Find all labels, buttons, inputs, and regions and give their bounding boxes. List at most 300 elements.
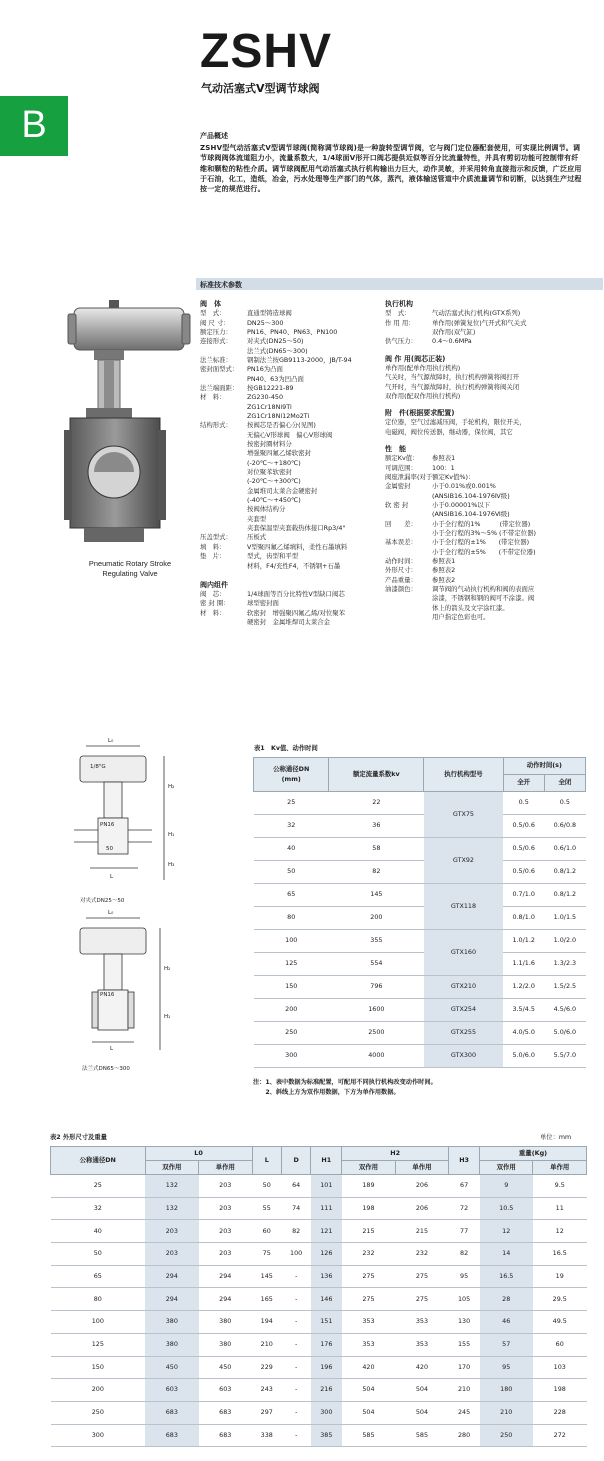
kv-cell-open: 0.5/0.6: [503, 815, 544, 838]
dim-header-weight: 重量(Kg): [480, 1147, 587, 1161]
spec-value: 压板式: [247, 533, 267, 542]
kv-cell-model: GTX254: [424, 999, 503, 1022]
table-row: [254, 815, 586, 838]
kv-cell-kv: 554: [329, 953, 424, 976]
kv-cell-dn: 32: [254, 815, 329, 838]
kv-cell-open: 3.5/4.5: [503, 999, 544, 1022]
spec-label: [385, 594, 432, 603]
dim-cell: 46: [480, 1311, 533, 1334]
spec-value: 对位聚苯软密封: [247, 468, 292, 477]
spec-row: [385, 473, 600, 482]
spec-row: [200, 347, 380, 356]
spec-label: [200, 477, 247, 486]
spec-row: [200, 403, 380, 412]
dim-cell: 150: [51, 1356, 146, 1379]
dim-cell: 206: [395, 1175, 448, 1198]
dim-header-l: L: [252, 1147, 281, 1175]
spec-value: 按GB12221-89: [247, 383, 294, 392]
kv-cell-close: 0.6/1.0: [544, 838, 585, 861]
spec-row: [200, 309, 380, 318]
table2-label: 表2 外形尺寸及重量: [50, 1134, 107, 1141]
spec-label: [200, 487, 247, 496]
dim-cell: 603: [199, 1379, 252, 1402]
spec-row: [385, 576, 600, 585]
kv-cell-open: 4.0/5.0: [503, 1022, 544, 1045]
dim-cell: 75: [252, 1243, 281, 1266]
spec-label: [200, 618, 247, 627]
spec-line: 电磁阀，阀位传送器，继动器，保位阀，其它: [385, 427, 513, 436]
dim-cell: 420: [342, 1356, 395, 1379]
dim-cell: 683: [145, 1424, 198, 1447]
dim-cell: 297: [252, 1401, 281, 1424]
table-row: [254, 907, 586, 930]
kv-cell-model: GTX210: [424, 976, 503, 999]
dim-cell: 250: [51, 1401, 146, 1424]
dim-cell: 64: [281, 1175, 310, 1198]
table-row: [254, 861, 586, 884]
spec-label: [385, 548, 432, 557]
spec-line: 定位器，空气过滤减压阀，手轮机构，限位开关，: [385, 418, 526, 427]
dim-cell: 145: [252, 1265, 281, 1288]
dim-header-single: 单作用: [199, 1161, 252, 1175]
action-heading: 阀 作 用(阀芯正装): [385, 354, 446, 363]
kv-cell-dn: 200: [254, 999, 329, 1022]
spec-row: [200, 337, 380, 346]
kv-cell-close: 0.8/1.2: [544, 884, 585, 907]
kv-cell-kv: 58: [329, 838, 424, 861]
dim-cell: 200: [51, 1379, 146, 1402]
dim-cell: 215: [342, 1220, 395, 1243]
label-50: 50: [106, 846, 113, 852]
kv-table: [253, 757, 586, 1068]
dim-cell: 101: [311, 1175, 342, 1198]
spec-value: 涂漆，不锈钢和钢的阀可不涂漆。阀: [432, 594, 535, 603]
spec-label: [200, 375, 247, 384]
dim-cell: 74: [281, 1197, 310, 1220]
spec-value: 小于全行程的±5% (不带定位器): [432, 547, 536, 556]
spec-value: V型聚四氟乙烯填料，柔性石墨填料: [247, 542, 348, 551]
table2-unit: 单位：mm: [540, 1134, 572, 1141]
kv-cell-close: 0.8/1.2: [544, 861, 585, 884]
valve-caption-line: Regulating Valve: [102, 568, 158, 578]
dim-cell: 294: [199, 1288, 252, 1311]
spec-value: 金属堆司太莱合金硬密封: [247, 486, 318, 495]
spec-label: 额定压力：: [200, 327, 232, 336]
dimension-table: [50, 1146, 587, 1447]
dim-cell: 100: [281, 1243, 310, 1266]
spec-value: 1/4球面等百分比特性V型缺口阀芯: [247, 590, 345, 599]
dim-cell: 300: [311, 1401, 342, 1424]
spec-right-column: [385, 299, 600, 623]
kv-cell-model: GTX160: [424, 930, 503, 976]
section-letter: B: [21, 104, 47, 147]
spec-value: (ANSIB16.104-1976Ⅳ级): [432, 491, 510, 500]
spec-row: [385, 309, 600, 318]
dim-cell: 80: [51, 1288, 146, 1311]
spec-label: [200, 496, 247, 505]
dim-cell: 585: [342, 1424, 395, 1447]
spec-row: [385, 337, 600, 346]
spec-row: [200, 590, 380, 599]
spec-label: 材 料：: [200, 393, 226, 402]
drawing-caption-top: 对夹式DN25～50: [80, 898, 125, 904]
dim-cell: 95: [449, 1265, 480, 1288]
table-row: [254, 930, 586, 953]
spec-value: ZG1Cr18Ni12Mo2Ti: [247, 412, 310, 420]
dim-cell: 132: [145, 1175, 198, 1198]
spec-label: [200, 468, 247, 477]
dim-header-dn: 公称通径DN: [51, 1147, 146, 1175]
spec-row: [200, 365, 380, 374]
dim-cell: 683: [145, 1401, 198, 1424]
dim-cell: 275: [395, 1265, 448, 1288]
kv-header-kv: 额定流量系数kv: [329, 758, 424, 792]
spec-value: 夹套型: [247, 514, 267, 523]
kv-cell-close: 4.5/6.0: [544, 999, 585, 1022]
dim-cell: 210: [252, 1333, 281, 1356]
actuator-heading: 执行机构: [385, 300, 413, 308]
table-row: [51, 1288, 587, 1311]
spec-row: [200, 421, 380, 430]
dim-cell: 683: [199, 1401, 252, 1424]
dim-cell: 198: [533, 1379, 587, 1402]
spec-label: 连接形式：: [200, 337, 232, 346]
spec-value: 法兰式(DN65～300): [247, 346, 308, 355]
spec-value: PN40、63为凹凸面: [247, 374, 304, 383]
spec-value: DN25～300: [247, 318, 284, 327]
dim-cell: 170: [449, 1356, 480, 1379]
dim-cell: 50: [51, 1243, 146, 1266]
label-h1: H₁: [164, 1014, 171, 1020]
label-l0: L₀: [108, 910, 114, 916]
kv-cell-open: 0.5/0.6: [503, 838, 544, 861]
kv-cell-open: 0.5: [503, 792, 544, 815]
kv-cell-model: GTX92: [424, 838, 503, 884]
kv-cell-close: 5.0/6.0: [544, 1022, 585, 1045]
accessory-list: [385, 418, 600, 437]
spec-row: [200, 459, 380, 468]
dim-cell: 294: [199, 1265, 252, 1288]
dim-cell: 504: [342, 1401, 395, 1424]
kv-cell-open: 1.0/1.2: [503, 930, 544, 953]
dim-cell: -: [281, 1265, 310, 1288]
kv-cell-kv: 1600: [329, 999, 424, 1022]
spec-label: 垫 片：: [200, 552, 226, 561]
spec-row: [385, 501, 600, 510]
spec-value: 小于0.01%或0.001%: [432, 482, 496, 491]
dim-cell: 504: [395, 1379, 448, 1402]
dim-cell: -: [281, 1356, 310, 1379]
kv-cell-dn: 25: [254, 792, 329, 815]
dim-cell: 111: [311, 1197, 342, 1220]
dim-cell: 603: [145, 1379, 198, 1402]
table-row: [254, 792, 586, 815]
dim-cell: 385: [311, 1424, 342, 1447]
dim-cell: 105: [449, 1288, 480, 1311]
dim-cell: 14: [480, 1243, 533, 1266]
dim-cell: 232: [342, 1243, 395, 1266]
dim-cell: 121: [311, 1220, 342, 1243]
dim-cell: 280: [449, 1424, 480, 1447]
spec-label: 法兰标准：: [200, 355, 232, 364]
kv-header-model: 执行机构型号: [424, 758, 503, 792]
dim-cell: 40: [51, 1220, 146, 1243]
overview-text: ZSHV型气动活塞式V型调节球阀(简称调节球阀)是一种旋转型调节阀，它与阀门定位器配套使用，可实现比例调节。调节球阀阀体流道阻力小，流量系数大，1/4球面V形开口阀芯提供近似等百分比流量特性，并具有剪切功能可控制带有纤维和颗粒的粘性介质。调节球阀配用气动活塞式执行机构输出力巨大，动作灵敏，并采用转角直接指示和反馈，广泛应用于石油，化工，造纸，冶金，污水处理等生产部门的气体，蒸汽，液体输送管道中介质流量调节和切断，以达到生产过程按一定的规范进行。: [200, 144, 582, 194]
table1-notes: [253, 1078, 437, 1098]
kv-cell-open: 5.0/6.0: [503, 1045, 544, 1068]
kv-cell-close: 1.0/1.5: [544, 907, 585, 930]
spec-label: 额定Kv值：: [385, 454, 419, 463]
spec-value: 参照表2: [432, 566, 456, 575]
spec-value: ZG1Cr18Ni9Ti: [247, 402, 292, 411]
spec-label: 产品重量：: [385, 575, 417, 584]
spec-label: [385, 492, 432, 501]
dim-cell: 380: [199, 1311, 252, 1334]
dim-header-d: D: [281, 1147, 310, 1175]
label-l0: L₀: [108, 738, 114, 744]
dim-header-l0: L0: [145, 1147, 252, 1161]
spec-value: 材料，F4/充性F4，不锈钢+石墨: [247, 561, 341, 570]
dim-cell: 380: [145, 1333, 198, 1356]
dim-cell: 151: [311, 1311, 342, 1334]
spec-value: 参照表1: [432, 454, 456, 463]
dim-cell: 9.5: [533, 1175, 587, 1198]
dim-cell: -: [281, 1379, 310, 1402]
dim-cell: 203: [199, 1243, 252, 1266]
spec-value: 体上的箭头及文字涂红漆。: [432, 603, 509, 612]
spec-value: 小于全行程的1% (带定位器): [432, 519, 531, 528]
dim-cell: 585: [395, 1424, 448, 1447]
spec-line: 气开时，当气源故障时，执行机构弹簧将阀关闭: [385, 382, 520, 391]
dim-cell: 272: [533, 1424, 587, 1447]
kv-cell-open: 1.2/2.0: [503, 976, 544, 999]
spec-row: [200, 533, 380, 542]
spec-row: [200, 599, 380, 608]
spec-label: 填 料：: [200, 542, 226, 551]
spec-label: 作 用 用：: [385, 318, 415, 327]
dim-cell: 165: [252, 1288, 281, 1311]
dim-cell: 82: [449, 1243, 480, 1266]
drawing-caption-bottom: 法兰式DN65～300: [82, 1066, 130, 1072]
spec-value: 单作用(弹簧复位)气开式和气关式: [432, 318, 527, 327]
overview-heading: 产品概述: [200, 132, 228, 140]
spec-label: [200, 515, 247, 524]
dim-header-double: 双作用: [480, 1161, 533, 1175]
spec-value: 无偏心V形球阀 偏心V形球阀: [247, 430, 333, 439]
body-heading: 阀 体: [200, 300, 221, 308]
dim-cell: 353: [342, 1311, 395, 1334]
dim-cell: 203: [199, 1175, 252, 1198]
spec-value: 直通型铸造球阀: [247, 309, 292, 318]
dim-cell: 16.5: [533, 1243, 587, 1266]
kv-cell-close: 1.0/2.0: [544, 930, 585, 953]
dim-cell: 57: [480, 1333, 533, 1356]
dim-cell: 29.5: [533, 1288, 587, 1311]
dim-cell: 353: [395, 1311, 448, 1334]
kv-cell-kv: 200: [329, 907, 424, 930]
label-pn16: PN16: [100, 992, 115, 998]
dim-cell: 180: [480, 1379, 533, 1402]
kv-header-dn: 公称通径DN (mm): [254, 758, 329, 792]
dim-header-single: 单作用: [533, 1161, 587, 1175]
spec-label: 供气压力：: [385, 337, 417, 346]
table-row: [51, 1243, 587, 1266]
spec-label: 油漆颜色：: [385, 585, 417, 594]
kv-cell-dn: 300: [254, 1045, 329, 1068]
spec-value: ZG230-450: [247, 393, 284, 402]
dim-cell: 380: [145, 1311, 198, 1334]
dim-cell: 243: [252, 1379, 281, 1402]
spec-label: [200, 412, 247, 421]
dim-cell: 72: [449, 1197, 480, 1220]
table-row: [254, 838, 586, 861]
spec-label: [200, 431, 247, 440]
kv-cell-open: 0.8/1.0: [503, 907, 544, 930]
spec-value: 按阀体结构分: [247, 505, 286, 514]
spec-row: [385, 538, 600, 547]
table-row: [51, 1424, 587, 1447]
spec-label: 软 密 封: [385, 501, 409, 510]
dim-cell: 95: [480, 1356, 533, 1379]
dim-cell: -: [281, 1333, 310, 1356]
table-row: [254, 999, 586, 1022]
spec-label: 密 封 圈：: [200, 599, 230, 608]
spec-label: 回 差：: [385, 519, 417, 528]
dim-cell: 338: [252, 1424, 281, 1447]
spec-row: [200, 515, 380, 524]
dim-header-h2: H2: [342, 1147, 449, 1161]
spec-row: [200, 477, 380, 486]
spec-row: [385, 594, 600, 603]
dim-header-single: 单作用: [395, 1161, 448, 1175]
spec-row: [200, 328, 380, 337]
dim-cell: 67: [449, 1175, 480, 1198]
kv-cell-close: 0.5: [544, 792, 585, 815]
spec-value: 球型密封面: [247, 599, 279, 608]
kv-cell-close: 1.3/2.3: [544, 953, 585, 976]
dim-cell: 683: [199, 1424, 252, 1447]
spec-value: PN16、PN40、PN63、PN100: [247, 327, 338, 336]
kv-cell-kv: 36: [329, 815, 424, 838]
kv-header-open: 全开: [503, 775, 544, 792]
kv-cell-close: 0.6/0.8: [544, 815, 585, 838]
kv-cell-dn: 150: [254, 976, 329, 999]
spec-row: [200, 412, 380, 421]
dim-header-double: 双作用: [342, 1161, 395, 1175]
kv-cell-kv: 2500: [329, 1022, 424, 1045]
dim-cell: 100: [51, 1311, 146, 1334]
dim-cell: 203: [145, 1220, 198, 1243]
dim-cell: 196: [311, 1356, 342, 1379]
spec-label: [200, 562, 247, 571]
dim-cell: 232: [395, 1243, 448, 1266]
kv-cell-dn: 65: [254, 884, 329, 907]
label-l: L: [110, 1046, 114, 1052]
dim-cell: -: [281, 1288, 310, 1311]
table1-label: 表1 Kv值、动作时间: [254, 745, 318, 752]
dimension-drawings: [60, 730, 230, 1075]
kv-cell-open: 0.5/0.6: [503, 861, 544, 884]
internal-spec-list: [200, 590, 380, 627]
dim-cell: 60: [533, 1333, 587, 1356]
kv-cell-dn: 50: [254, 861, 329, 884]
spec-value: 增强聚四氟乙烯软密封: [247, 449, 311, 458]
table-row: [254, 976, 586, 999]
spec-row: [385, 613, 600, 622]
dim-cell: -: [281, 1401, 310, 1424]
dim-cell: 353: [395, 1333, 448, 1356]
spec-row: [385, 328, 600, 337]
dim-cell: 132: [145, 1197, 198, 1220]
spec-row: [200, 609, 380, 618]
dim-cell: 275: [342, 1265, 395, 1288]
label-h1: H₁: [168, 832, 175, 838]
dim-cell: 12: [480, 1220, 533, 1243]
action-list: [385, 364, 600, 401]
performance-spec-list: [385, 454, 600, 622]
spec-row: [385, 548, 600, 557]
spec-value: 0.4～0.6MPa: [432, 337, 472, 346]
kv-cell-model: GTX118: [424, 884, 503, 930]
spec-line: 气关时，当气源故障时，执行机构弹簧将阀打开: [385, 373, 520, 382]
kv-cell-kv: 145: [329, 884, 424, 907]
spec-label: [385, 510, 432, 519]
internal-heading: 阀内组件: [200, 580, 228, 589]
table-row: [51, 1356, 587, 1379]
accessory-heading: 附 件(根据要求配置): [385, 409, 455, 418]
valve-illustration: [64, 300, 194, 555]
label-g18: 1/8"G: [90, 764, 106, 770]
spec-value: 夹套保温型夹套载热体接口Rp3/4": [247, 524, 346, 533]
kv-cell-dn: 80: [254, 907, 329, 930]
table-row: [51, 1401, 587, 1424]
label-h2: H₂: [168, 784, 175, 790]
dim-cell: 210: [449, 1379, 480, 1402]
dim-cell: 203: [145, 1243, 198, 1266]
spec-value: [432, 473, 600, 482]
spec-label: [200, 505, 247, 514]
label-pn16: PN16: [100, 822, 115, 828]
spec-row: [200, 487, 380, 496]
spec-row: [385, 557, 600, 566]
dim-cell: 250: [480, 1424, 533, 1447]
kv-cell-close: 1.5/2.5: [544, 976, 585, 999]
spec-row: [385, 492, 600, 501]
spec-label: 材 料：: [200, 608, 226, 617]
dim-cell: 300: [51, 1424, 146, 1447]
dim-cell: 146: [311, 1288, 342, 1311]
dim-cell: 504: [342, 1379, 395, 1402]
dim-cell: 32: [51, 1197, 146, 1220]
body-spec-list: [200, 309, 380, 571]
dim-cell: 450: [145, 1356, 198, 1379]
table-row: [51, 1197, 587, 1220]
spec-label: 阀 芯：: [200, 590, 226, 599]
dim-cell: -: [281, 1311, 310, 1334]
actuator-spec-list: [385, 309, 600, 346]
label-l: L: [110, 874, 114, 880]
spec-value: 参照表1: [432, 557, 456, 566]
dim-cell: 194: [252, 1311, 281, 1334]
dim-cell: 103: [533, 1356, 587, 1379]
dim-header-h3: H3: [449, 1147, 480, 1175]
spec-row: [385, 566, 600, 575]
table-row: [51, 1379, 587, 1402]
spec-label: [200, 403, 247, 412]
dim-cell: 10.5: [480, 1197, 533, 1220]
dim-cell: 203: [199, 1197, 252, 1220]
spec-label: [385, 604, 432, 613]
